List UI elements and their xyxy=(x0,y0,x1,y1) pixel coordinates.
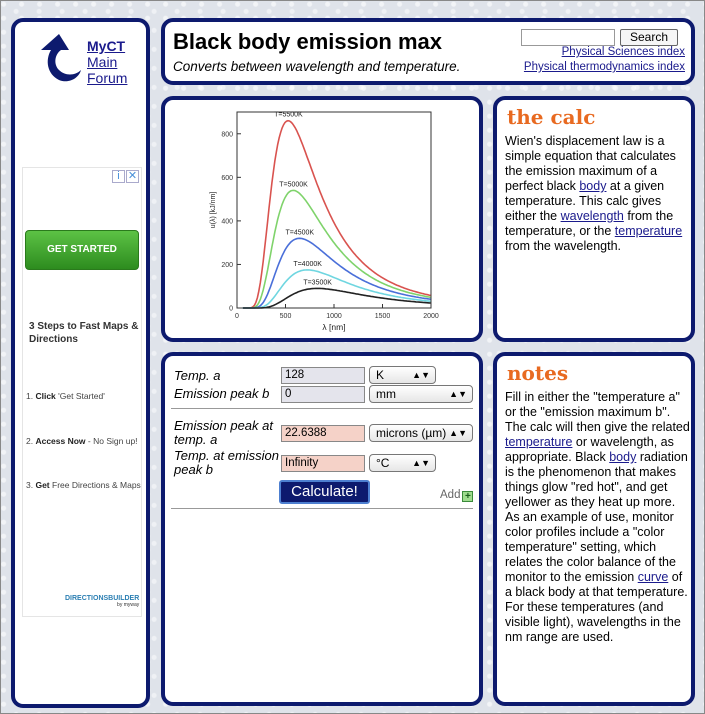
nav-myct-link[interactable]: MyCT xyxy=(87,38,126,54)
x-axis-label: λ [nm] xyxy=(322,322,346,332)
temp-output[interactable]: Infinity xyxy=(281,455,365,472)
nav-forum-link[interactable]: Forum xyxy=(87,70,128,86)
y-tick-label: 400 xyxy=(221,218,233,226)
emission-peak-b-unit-select[interactable]: mm ▲▼ xyxy=(369,385,473,403)
temp-at-emission-peak-label: Temp. at emission peak b xyxy=(174,448,280,477)
nav-main-link[interactable]: Main xyxy=(87,54,118,70)
temp-a-label: Temp. a xyxy=(174,368,221,383)
site-logo-icon[interactable] xyxy=(29,30,85,86)
select-arrows-icon: ▲▼ xyxy=(412,370,430,380)
ad-heading: 3 Steps to Fast Maps & Directions xyxy=(29,321,139,345)
graph-panel xyxy=(161,96,483,342)
select-arrows-icon: ▲▼ xyxy=(412,458,430,468)
body-link[interactable]: body xyxy=(579,179,607,193)
calculate-button[interactable]: Calculate! xyxy=(279,480,370,504)
sidebar xyxy=(11,18,150,708)
series-label: T=5000K xyxy=(279,181,308,189)
curve-link[interactable]: curve xyxy=(637,570,669,584)
temperature-link[interactable]: temperature xyxy=(614,224,683,238)
emission-peak-at-temp-label: Emission peak at temp. a xyxy=(174,418,273,447)
notes-body: Fill in either the "temperature a" or the "emission maximum b". The calc will then give the related temperature or wavelength, as appropriate. Black body radiation is the phenomenon that makes things glow "red hot", and get yellower as they heat up more. As an example of use, monitor color profiles include a "color temperature" setting, which relates the color balance of the monitor to the emission curve of a black body at that temperature. For these temperatures (and visible light), wavelengths in the nm range are used. xyxy=(505,390,690,644)
temperature-link[interactable]: temperature xyxy=(505,435,573,449)
x-tick-label: 500 xyxy=(279,313,292,320)
ad-controls[interactable] xyxy=(111,170,139,183)
x-tick-label: 0 xyxy=(235,313,239,320)
form-divider xyxy=(171,508,473,509)
x-tick-label: 2000 xyxy=(423,313,439,320)
series-label: T=4000K xyxy=(293,260,322,268)
calc-description-panel xyxy=(493,96,695,342)
ad-get-started-button[interactable]: GET STARTED xyxy=(25,230,139,270)
emission-peak-b-label: Emission peak b xyxy=(174,386,270,401)
y-axis-label: u(λ) [kJ/nm] xyxy=(210,191,217,229)
add-link[interactable]: Add + xyxy=(440,489,473,502)
ad-brand-logo[interactable]: DIRECTIONSBUILDER by myway xyxy=(65,595,140,608)
calc-description: Wien's displacement law is a simple equation that calculates the emission maximum of a perfect black body at a given temperature. This calc gives either the wavelength from the temperature, or the temperature from the wavelength. xyxy=(505,134,683,253)
body-link[interactable]: body xyxy=(609,450,637,464)
series-line-5500k xyxy=(243,121,431,308)
emission-peak-output[interactable]: 22.6388 xyxy=(281,425,365,442)
select-arrows-icon: ▲▼ xyxy=(449,428,467,438)
physical-thermodynamics-index-link[interactable]: Physical thermodynamics index xyxy=(523,61,685,73)
series-line-4000k xyxy=(243,270,431,308)
y-tick-label: 600 xyxy=(221,174,233,182)
page-title: Black body emission max xyxy=(173,29,442,54)
blackbody-chart xyxy=(165,100,479,338)
search-input[interactable] xyxy=(521,29,615,46)
emission-peak-b-input[interactable]: 0 xyxy=(281,386,365,403)
ad-step: 1. Click 'Get Started' xyxy=(26,391,105,401)
ad-close-icon[interactable]: ✕ xyxy=(127,170,138,182)
notes-panel xyxy=(493,352,695,706)
form-divider xyxy=(171,408,473,409)
x-tick-label: 1500 xyxy=(374,313,391,320)
physical-sciences-index-link[interactable]: Physical Sciences index xyxy=(561,46,685,58)
sidebar-nav xyxy=(87,38,127,86)
x-tick-label: 1000 xyxy=(326,313,342,320)
advertisement[interactable] xyxy=(22,167,142,617)
search-button[interactable]: Search xyxy=(620,29,678,46)
wavelength-link[interactable]: wavelength xyxy=(560,209,624,223)
page-header xyxy=(161,18,695,85)
temp-a-unit-select[interactable]: K ▲▼ xyxy=(369,366,436,384)
plus-icon[interactable]: + xyxy=(462,491,473,502)
ad-step: 3. Get Free Directions & Maps xyxy=(26,480,141,490)
y-tick-label: 200 xyxy=(221,261,233,269)
index-links xyxy=(524,45,685,75)
temp-output-unit-select[interactable]: °C ▲▼ xyxy=(369,454,436,472)
ad-info-icon[interactable]: i xyxy=(112,170,125,183)
temp-a-input[interactable]: 128 xyxy=(281,367,365,384)
y-tick-label: 0 xyxy=(229,305,233,313)
calc-heading: the calc xyxy=(507,105,596,129)
select-arrows-icon: ▲▼ xyxy=(449,389,467,399)
series-label: T=3500K xyxy=(303,279,332,287)
ad-step: 2. Access Now - No Sign up! xyxy=(26,436,138,446)
emission-peak-output-unit-select[interactable]: microns (µm) ▲▼ xyxy=(369,424,473,442)
notes-heading: notes xyxy=(507,361,569,385)
y-tick-label: 800 xyxy=(221,131,233,139)
page-subtitle: Converts between wavelength and temperature. xyxy=(173,59,461,74)
series-label: T=4500K xyxy=(285,229,315,237)
series-label: T=5500K xyxy=(274,111,303,119)
calculator-form xyxy=(161,352,483,706)
